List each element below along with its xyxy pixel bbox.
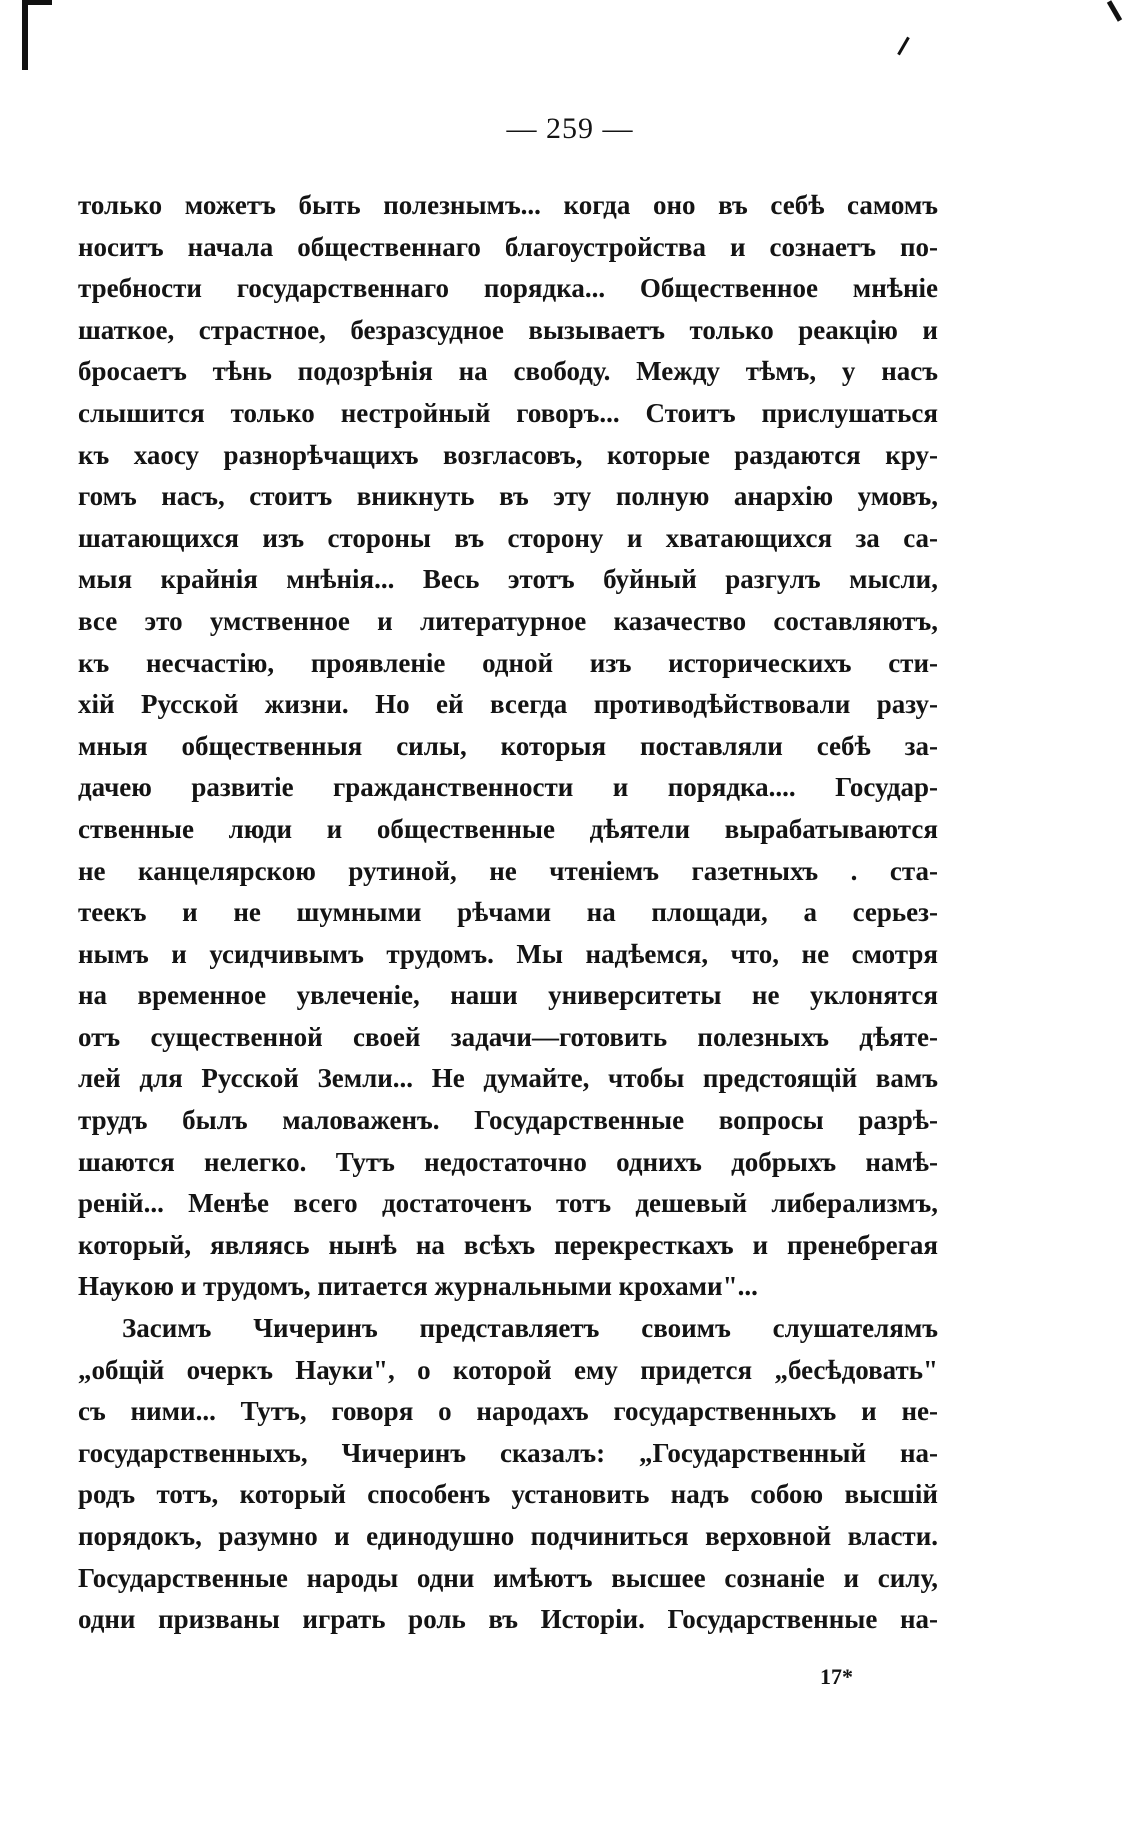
text-line: теекъ и не шумными рѣчами на площади, а серьез- <box>78 897 938 928</box>
text-line: требности государственнаго порядка... Общественное мнѣніе <box>78 273 938 304</box>
text-line: бросаетъ тѣнь подозрѣнія на свободу. Между тѣмъ, у насъ <box>78 356 938 387</box>
text-line: порядокъ, разумно и единодушно подчиниться верховной власти. <box>78 1521 938 1551</box>
text-line: государственныхъ, Чичеринъ сказалъ: „Государственный на- <box>78 1437 938 1468</box>
text-line: родъ тотъ, который способенъ установить надъ собою высшій <box>78 1479 938 1510</box>
signature-mark: 17* <box>820 1664 853 1689</box>
text-line: трудъ былъ маловаженъ. Государственные вопросы разрѣ- <box>78 1105 938 1136</box>
text-line: къ несчастію, проявленіе одной изъ историческихъ сти- <box>78 647 938 678</box>
scan-corner-mark <box>1107 0 1122 22</box>
text-line: отъ существенной своей задачи—готовить полезныхъ дѣяте- <box>78 1021 938 1052</box>
text-line: ственные люди и общественные дѣятели вырабатываются <box>78 813 938 844</box>
text-line: „общій очеркъ Науки", о которой ему придется „бесѣдовать" <box>78 1354 938 1385</box>
text-line: съ ними... Тутъ, говоря о народахъ государственныхъ и не- <box>78 1396 938 1427</box>
scan-edge-mark-top <box>22 0 52 5</box>
text-line: шаткое, страстное, безразсудное вызываетъ только реакцію и <box>78 314 938 345</box>
text-line: одни призваны играть роль въ Исторіи. Государственные на- <box>78 1604 938 1635</box>
text-line: все это умственное и литературное казачество составляютъ, <box>78 605 938 636</box>
text-line: Наукою и трудомъ, питается журнальными крохами"... <box>78 1271 758 1302</box>
text-line: мыя крайнія мнѣнія... Весь этотъ буйный разгулъ мысли, <box>78 564 938 595</box>
scan-stray-mark <box>897 37 910 56</box>
text-line: хій Русской жизни. Но ей всегда противодѣйствовали разу- <box>78 689 938 720</box>
body-text <box>78 185 938 1641</box>
text-line: гомъ насъ, стоитъ вникнуть въ эту полную анархію умовъ, <box>78 481 938 512</box>
text-line: носитъ начала общественнаго благоустройства и сознаетъ по- <box>78 231 938 262</box>
text-line: къ хаосу разнорѣчащихъ возгласовъ, которые раздаются кру- <box>78 439 938 470</box>
text-line: шаются нелегко. Тутъ недостаточно однихъ добрыхъ намѣ- <box>78 1146 938 1177</box>
text-line: который, являясь нынѣ на всѣхъ перекресткахъ и пренебрегая <box>78 1229 938 1260</box>
text-line: на временное увлеченіе, наши университеты не уклонятся <box>78 980 938 1011</box>
text-line: Засимъ Чичеринъ представляетъ своимъ слушателямъ <box>122 1313 938 1344</box>
text-line: не канцелярскою рутиной, не чтеніемъ газетныхъ . ста- <box>78 855 938 886</box>
text-line: лей для Русской Земли... Не думайте, чтобы предстоящій вамъ <box>78 1063 938 1094</box>
page-number: — 259 — <box>506 112 634 145</box>
text-line: Государственные народы одни имѣютъ высшее сознаніе и силу, <box>78 1562 938 1593</box>
text-line: мныя общественныя силы, которыя поставляли себѣ за- <box>78 730 938 761</box>
text-line: только можетъ быть полезнымъ... когда оно въ себѣ самомъ <box>78 190 938 220</box>
text-line: реній... Менѣе всего достаточенъ тотъ дешевый либерализмъ, <box>78 1188 938 1219</box>
text-line: шатающихся изъ стороны въ сторону и хватающихся за са- <box>78 522 938 553</box>
text-line: нымъ и усидчивымъ трудомъ. Мы надѣемся, что, не смотря <box>78 938 938 969</box>
text-line: слышится только нестройный говоръ... Стоитъ прислушаться <box>78 397 938 428</box>
scan-edge-mark-left <box>22 0 28 70</box>
text-line: дачею развитіе гражданственности и порядка.... Государ- <box>78 772 938 803</box>
